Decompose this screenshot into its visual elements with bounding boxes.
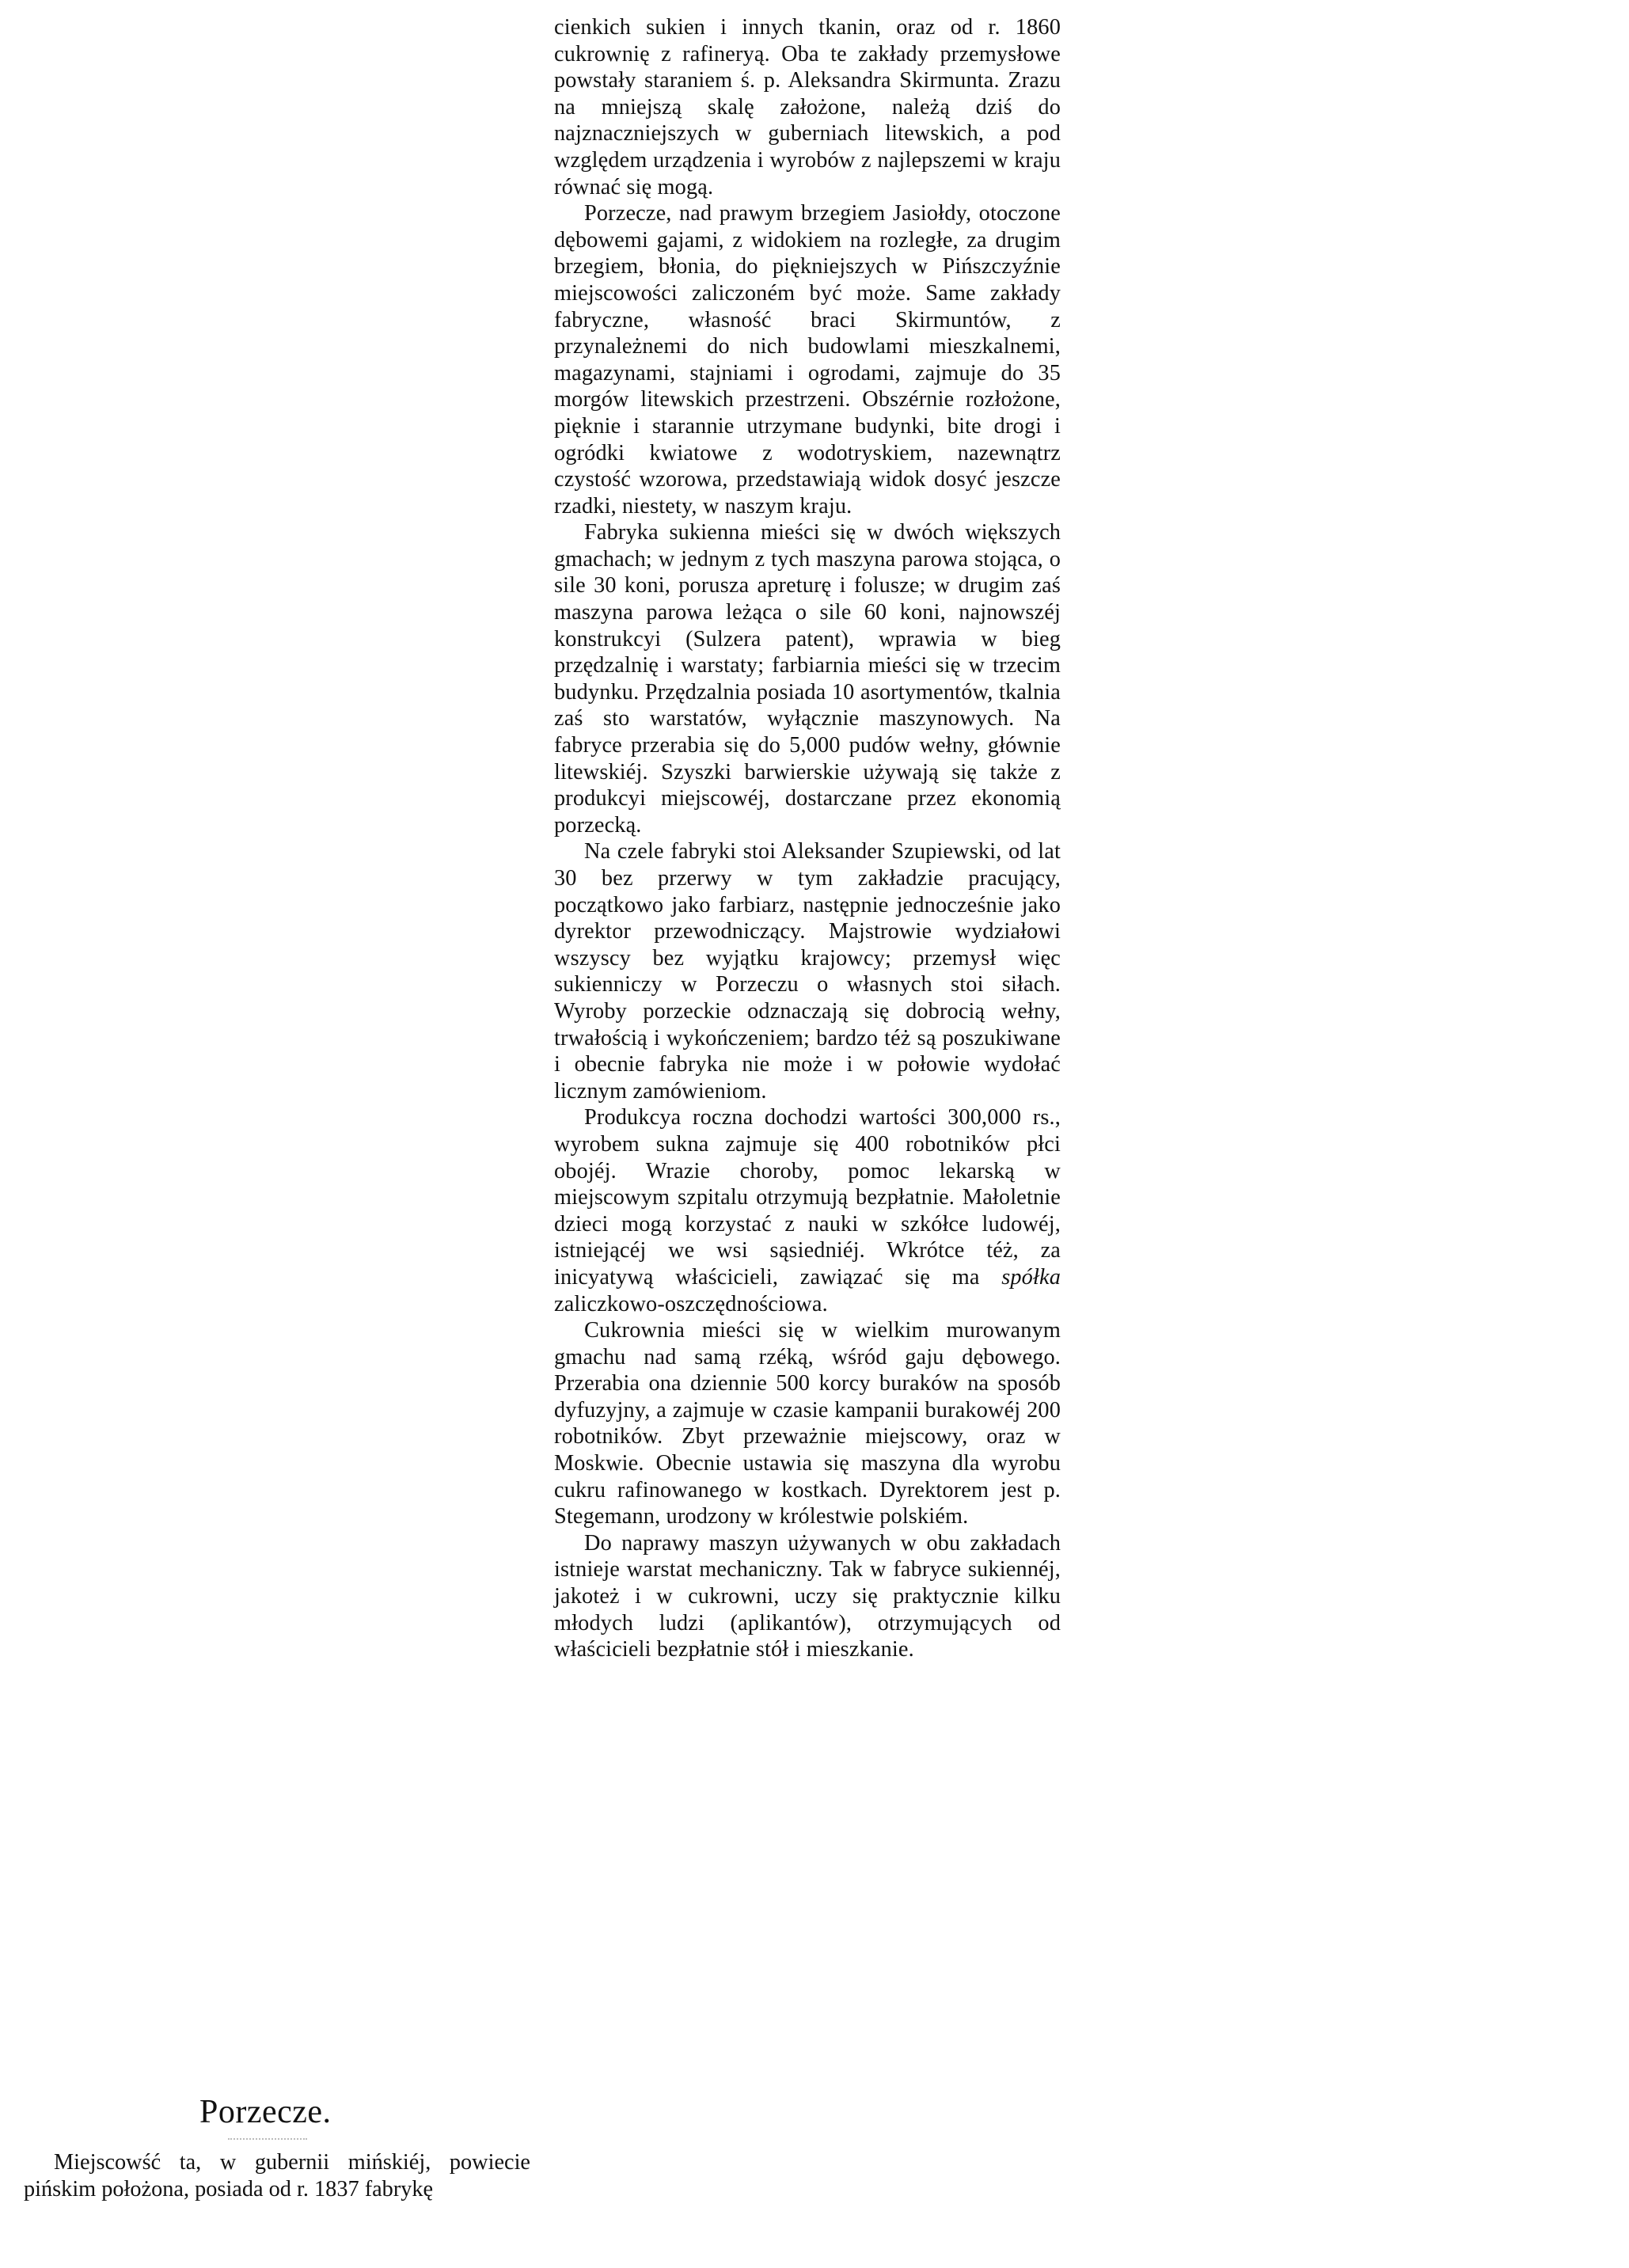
production-text-start: Produkcya roczna dochodzi wartości 300,000 rs., wyrobem sukna zajmuje się 400 robotników płci obojéj. Wrazie choroby, pomoc lekarską w miejscowym szpitalu otrzymują bezpłatnie. Małoletnie dzieci mogą korzystać z nauki w szkółce ludowéj, istniejącéj we wsi sąsiedniéj. Wkrótce téż, za inicyatywą właścicieli, zawiązać się ma [554, 1105, 1061, 1290]
paragraph-factories-intro: cienkich sukien i innych tkanin, oraz od r. 1860 cukrownię z rafineryą. Oba te zakłady przemysłowe powstały staraniem ś. p. Aleksandra Skirmunta. Zrazu na mniejszą skalę założone, należą dziś do najznaczniejszych w guberniach litewskich, a pod względem urządzenia i wyrobów z najlepszemi w kraju równać się mogą. [554, 15, 1061, 199]
paragraph-cloth-factory: Fabryka sukienna mieści się w dwóch większych gmachach; w jednym z tych maszyna parowa stojąca, o sile 30 koni, porusza apreturę i folusze; w drugim zaś maszyna parowa leżąca o sile 60 koni, najnowszéj konstrukcyi (Sulzera patent), wprawia w bieg przędzalnię i warstaty; farbiarnia mieści się w trzecim budynku. Przędzalnia posiada 10 asortymentów, tkalnia zaś sto warstatów, wyłącznie maszynowych. Na fabryce przerabia się do 5,000 pudów wełny, głównie litewskiéj. Szyszki barwierskie używają się także z produkcyi miejscowéj, dostarczane przez ekonomią porzecką. [554, 520, 1061, 838]
paragraph-factory-director: Na czele fabryki stoi Aleksander Szupiewski, od lat 30 bez przerwy w tym zakładzie pracujący, początkowo jako farbiarz, następnie jednocześnie jako dyrektor przewodniczący. Majstrowie wydziałowi wszyscy bez wyjątku krajowcy; przemysł więc sukienniczy w Porzeczu o własnych stoi siłach. Wyroby porzeckie odznaczają się dobrocią wełny, trwałością i wykończeniem; bardzo téż są poszukiwane i obecnie fabryka nie może i w połowie wydołać licznym zamówieniom. [554, 839, 1061, 1104]
paragraph-mechanical-workshop: Do naprawy maszyn używanych w obu zakładach istnieje warstat mechaniczny. Tak w fabryce sukiennéj, jakoteż i w cukrowni, uczy się praktycznie kilku młodych ludzi (aplikantów), otrzymujących od właścicieli bezpłatnie stół i mieszkanie. [554, 1530, 1061, 1662]
section-intro-column [24, 2149, 530, 2202]
paragraph-annual-production [554, 1104, 1061, 1317]
heading-divider [228, 2138, 307, 2140]
section-heading: Porzecze. [199, 2094, 332, 2130]
article-column [554, 14, 1061, 1663]
production-text-end: zaliczkowo-oszczędnościowa. [554, 1291, 828, 1316]
section-intro-paragraph: Miejscowść ta, w gubernii mińskiéj, powiecie pińskim położona, posiada od r. 1837 fabrykę [24, 2150, 530, 2202]
production-italic-term: spółka [1001, 1264, 1061, 1290]
paragraph-sugar-factory: Cukrownia mieści się w wielkim murowanym gmachu nad samą rzéką, wśród gaju dębowego. Przerabia ona dziennie 500 korcy buraków na sposób dyfuzyjny, a zajmuje w czasie kampanii burakowéj 200 robotników. Zbyt przeważnie miejscowy, oraz w Moskwie. Obecnie ustawia się maszyna dla wyrobu cukru rafinowanego w kostkach. Dyrektorem jest p. Stegemann, urodzony w królestwie polskiém. [554, 1318, 1061, 1529]
paragraph-porzecze-description: Porzecze, nad prawym brzegiem Jasiołdy, otoczone dębowemi gajami, z widokiem na rozległe, za drugim brzegiem, błonia, do piękniejszych w Pińszczyźnie miejscowości zaliczoném być może. Same zakłady fabryczne, własność braci Skirmuntów, z przynależnemi do nich budowlami mieszkalnemi, magazynami, stajniami i ogrodami, zajmuje do 35 morgów litewskich przestrzeni. Obszérnie rozłożone, pięknie i starannie utrzymane budynki, bite drogi i ogródki kwiatowe z wodotryskiem, nazewnątrz czystość wzorowa, przedstawiają widok dosyć jeszcze rzadki, niestety, w naszym kraju. [554, 201, 1061, 519]
